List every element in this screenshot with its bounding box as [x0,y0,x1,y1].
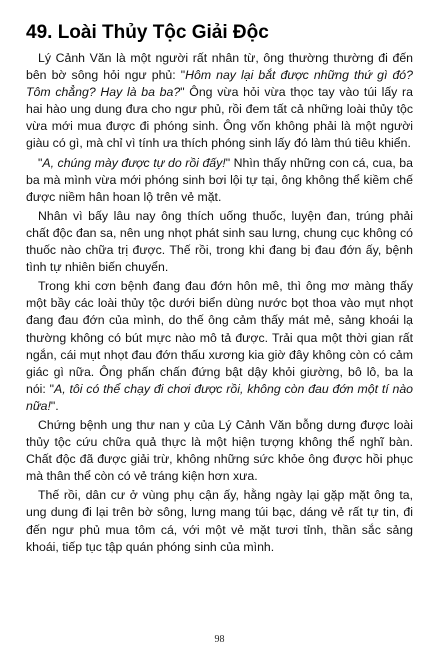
paragraph-1 [26,50,413,153]
paragraph-3: Nhân vì bấy lâu nay ông thích uống thuốc, luyện đan, trúng phải chất độc đan sa, nên ung nhọt phát sinh sau lưng, chung cục không có thuốc nào chữa trị được. Thế rồi, trong khi đang bị đau đớn ấy, bệnh tình tự nhiên biến chuyển. [26,208,413,275]
paragraph-4 [26,278,413,415]
paragraph-4-quote: A, tôi có thể chạy đi chơi được rồi, không còn đau đớn một tí nào nữa! [26,381,413,413]
chapter-title: 49. Loài Thủy Tộc Giải Độc [26,22,269,43]
paragraph-5: Chứng bệnh ung thư nan y của Lý Cảnh Văn bỗng dưng được loài thủy tộc cứu chữa quả thực là một hiện tượng không thể nghĩ bàn. Chất độc đã được giải trừ, không những sức khỏe ông được hồi phục mà thân thể còn có vẻ tráng kiện hơn xưa. [26,417,413,484]
paragraph-1-text-c: " Ông vừa hỏi vừa thọc tay vào túi lấy ra hai hào ung dung đưa cho ngư phủ, rồi đem tất cả những loài thủy tộc vừa mới mua được đi phóng sinh. Ông vốn không phải là một người giàu có gì, mà chỉ vì tính ưa thích phóng sinh lấy đó làm thú tiêu khiển. [26,85,413,151]
paragraph-4-text-a: Trong khi cơn bệnh đang đau đớn hôn mê, thì ông mơ màng thấy một bầy các loài thủy tộc dưới biển dùng nước bọt thoa vào mụt nhọt đang đau đớn của mình, do thế ông cảm thấy mát mẻ, sảng khoái lạ thường không có bút mực nào mô tả được. Trải qua một thời gian rất ngắn, cái mụt nhọt đau đớn thấu xương kia giờ đây không còn có cảm giác gì nữa. Ông phấn chấn đứng bật dậy khỏi giường, bô lô, ba la nói: " [26,279,413,396]
paragraph-2-quote: A, chúng mày được tự do rồi đấy! [42,155,226,170]
paragraph-2 [26,155,413,206]
paragraph-4-text-c: ". [50,398,59,413]
paragraph-2-text-a: " [38,155,43,170]
page-number: 98 [214,634,225,645]
paragraph-6: Thế rồi, dân cư ở vùng phụ cận ấy, hằng ngày lại gặp mặt ông ta, ung dung đi lại trên bờ sông, lưng mang túi bạc, dáng vẻ rất tự tin, đi đến ngư phủ mua tôm cá, với một vẻ mặt tươi tỉnh, thần sắc sảng khoái, tiếp tục tập quán phóng sinh của mình. [26,488,413,554]
paragraph-1-text-a: Lý Cảnh Văn là một người rất nhân từ, ông thường thường đi đến bên bờ sông hỏi ngư phủ: " [26,51,413,83]
paragraph-1-quote: Hôm nay lại bắt được những thứ gì đó? Tôm chẳng? Hay là ba ba? [26,68,413,100]
paragraph-2-text-c: " Nhìn thấy những con cá, cua, ba ba mà mình vừa mới phóng sinh bơi lội tự tại, ông không thể kiềm chế được niềm hân hoan lộ trên vẻ mặt. [26,155,413,204]
